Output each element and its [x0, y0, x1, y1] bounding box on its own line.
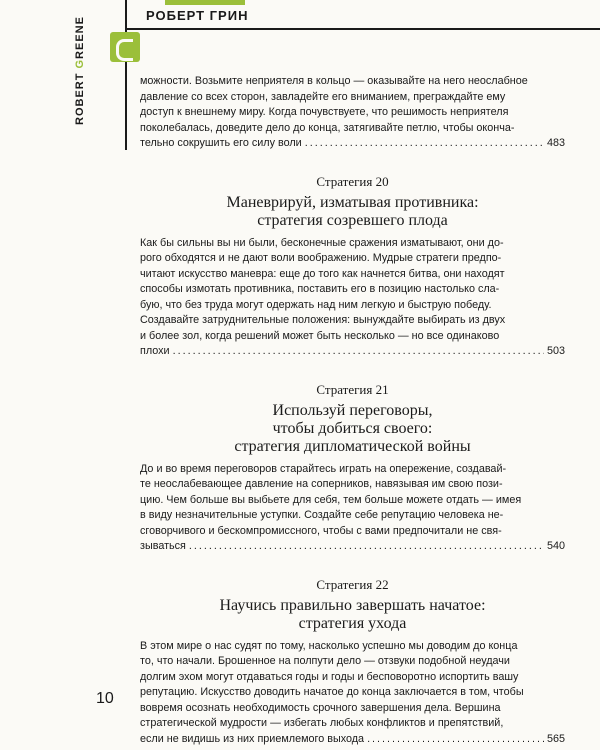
page-ref: 540	[546, 540, 565, 552]
accent-bar	[165, 0, 245, 5]
strategy-title: Используй переговоры, чтобы добиться своего: стратегия дипломатической войны	[234, 401, 471, 455]
text-line: В этом мире о нас судят по тому, насколько успешно мы доводим до конца	[140, 639, 518, 652]
text-line: стратегической мудрости — избегать любых конфликтов и препятствий,	[140, 717, 504, 729]
toc-entry-line: плохи ..... 503	[140, 344, 565, 360]
page-ref: 483	[546, 137, 565, 149]
vertical-rule	[125, 0, 127, 150]
leader-dots	[189, 539, 544, 555]
text-line: доступ к внешнему миру. Когда почувствуете, что решимость неприятеля	[140, 106, 509, 118]
strategy-title: Научись правильно завершать начатое: стратегия ухода	[219, 596, 486, 632]
strategy-label: Стратегия 22	[316, 576, 389, 592]
strategy-21-summary	[140, 462, 565, 555]
strategy-label: Стратегия 21	[316, 381, 389, 397]
text-line: то, что начали. Брошенное на полпути дело — отзвуки подобной неудачи	[140, 655, 510, 667]
strategy-20-summary	[140, 236, 565, 360]
strategy-20-heading	[140, 174, 565, 230]
page-ref: 565	[546, 732, 565, 745]
text-line: репутацию. Искусство доводить начатое до конца заключается в том, чтобы	[140, 686, 524, 698]
intro-paragraph	[140, 74, 565, 152]
text-line: бую, что без труда могут одержать над ним легкую и быструю победу.	[140, 298, 492, 311]
text-line: долгим эхом могут отдаваться годы и годы и бесповоротно испортить вашу	[140, 670, 519, 683]
toc-entry-line: тельно сокрушить его силу воли ..... 483	[140, 136, 565, 152]
page-number: 10	[96, 690, 114, 707]
leader-dots	[305, 136, 544, 152]
toc-content	[140, 74, 565, 747]
text-line: давление со всех сторон, завладейте его вниманием, преграждайте ему	[140, 90, 506, 103]
strategy-21-heading	[140, 382, 565, 456]
vertical-author-label: ROBERT GREENE	[74, 16, 86, 125]
leader-dots	[173, 344, 544, 360]
text-line: те неослабевающее давление на соперников, навязывая им свою пози-	[140, 478, 503, 490]
page-ref: 503	[546, 345, 565, 357]
text-line: рого обходятся и не дают воли воображению. Мудрые стратеги предпо-	[140, 252, 502, 264]
text-line: можности. Возьмите неприятеля в кольцо — оказывайте на него неослабное	[140, 75, 528, 87]
text-line: способы измотать противника, поставить его в позицию настолько сла-	[140, 283, 500, 295]
header-rule	[125, 28, 600, 30]
text-line: сговорчивого и бескомпромиссного, чтобы с вами предпочитали не свя-	[140, 524, 502, 537]
text-line: До и во время переговоров старайтесь играть на опережение, создавай-	[140, 462, 507, 475]
running-header-author: РОБЕРТ ГРИН	[146, 8, 249, 23]
text-line: поколебалась, доведите дело до конца, затягивайте петлю, чтобы оконча-	[140, 121, 515, 134]
green-g-logo	[110, 32, 140, 62]
leader-dots	[367, 732, 544, 748]
toc-entry-line: если не видишь из них приемлемого выхода ..... 565	[140, 732, 565, 748]
text-line: в виду незначительные уступки. Создайте себе репутацию человека не-	[140, 509, 504, 521]
text-line: читают искусство маневра: еще до того как начнется битва, они находят	[140, 267, 505, 280]
text-line: Создавайте затруднительные положения: вынуждайте выбирать из двух	[140, 314, 506, 326]
text-line: Как бы сильны вы ни были, бесконечные сражения изматывают, они до-	[140, 236, 504, 249]
strategy-label: Стратегия 20	[316, 173, 389, 189]
text-line: и более зол, когда решений может быть несколько — но все одинаково	[140, 329, 500, 342]
toc-entry-line: зываться ..... 540	[140, 539, 565, 555]
strategy-22-summary	[140, 639, 565, 748]
strategy-title: Маневрируй, изматывая противника: стратегия созревшего плода	[226, 193, 479, 229]
text-line: цию. Чем больше вы выбьете для себя, тем больше можете отдать — имея	[140, 493, 522, 506]
text-line: вовремя осознать необходимость срочного завершения дела. Вершина	[140, 701, 501, 714]
strategy-22-heading	[140, 577, 565, 633]
